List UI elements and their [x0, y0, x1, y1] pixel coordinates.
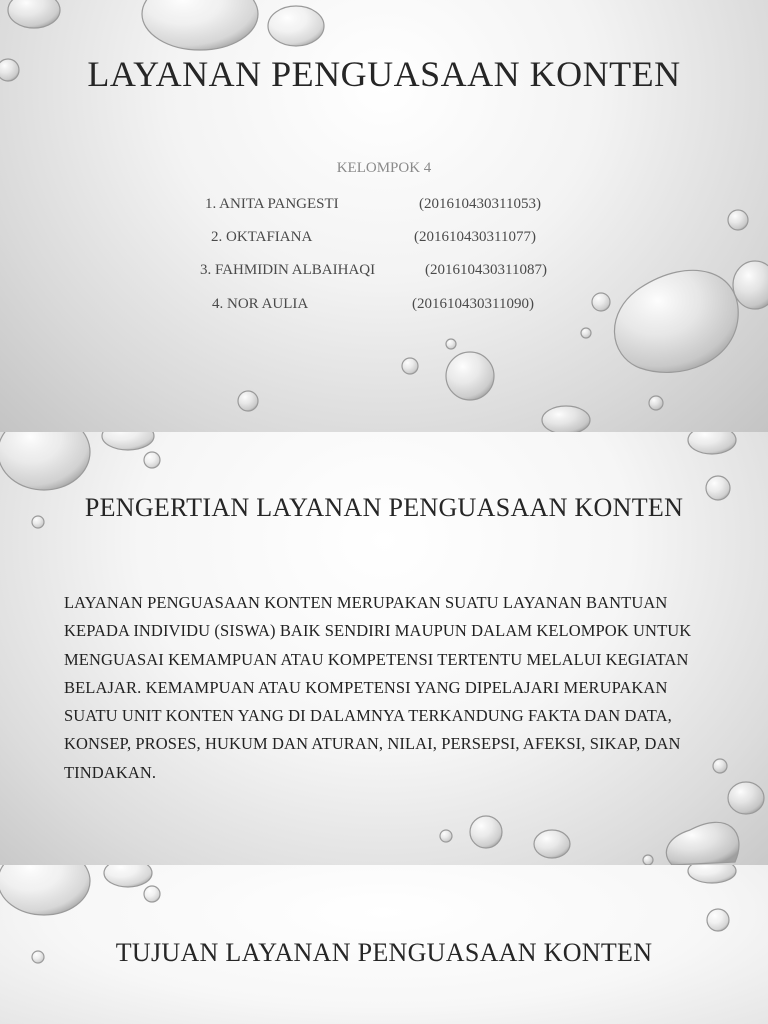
- slide-1: [0, 0, 768, 432]
- slide-2: [0, 432, 768, 865]
- member-name: 1. ANITA PANGESTI: [205, 196, 339, 212]
- member-nim: (201610430311087): [425, 262, 547, 278]
- page-title: LAYANAN PENGUASAAN KONTEN: [87, 54, 681, 94]
- member-name: 4. NOR AULIA: [212, 296, 309, 312]
- member-nim: (201610430311053): [419, 196, 541, 212]
- group-subtitle: KELOMPOK 4: [336, 160, 432, 176]
- member-nim: (201610430311090): [412, 296, 534, 312]
- member-name: 2. OKTAFIANA: [211, 229, 313, 245]
- section-title: TUJUAN LAYANAN PENGUASAAN KONTEN: [115, 938, 653, 967]
- member-nim: (201610430311077): [414, 229, 536, 245]
- section-title: PENGERTIAN LAYANAN PENGUASAAN KONTEN: [84, 493, 684, 522]
- definition-paragraph: LAYANAN PENGUASAAN KONTEN MERUPAKAN SUATU LAYANAN BANTUAN KEPADA INDIVIDU (SISWA) BAIK SENDIRI MAUPUN DALAM KELOMPOK UNTUK MENGUASAI KEMAMPUAN ATAU KOMPETENSI TERTENTU MELALUI KEGIATAN BELAJAR. KEMAMPUAN ATAU KOMPETENSI YANG DIPELAJARI MERUPAKAN SUATU UNIT KONTEN YANG DI DALAMNYA TERKANDUNG FAKTA DAN DATA, KONSEP, PROSES, HUKUM DAN ATURAN, NILAI, PERSEPSI, AFEKSI, SIKAP, DAN TINDAKAN.: [64, 593, 692, 782]
- slide-3: [0, 865, 768, 1024]
- member-name: 3. FAHMIDIN ALBAIHAQI: [200, 262, 376, 278]
